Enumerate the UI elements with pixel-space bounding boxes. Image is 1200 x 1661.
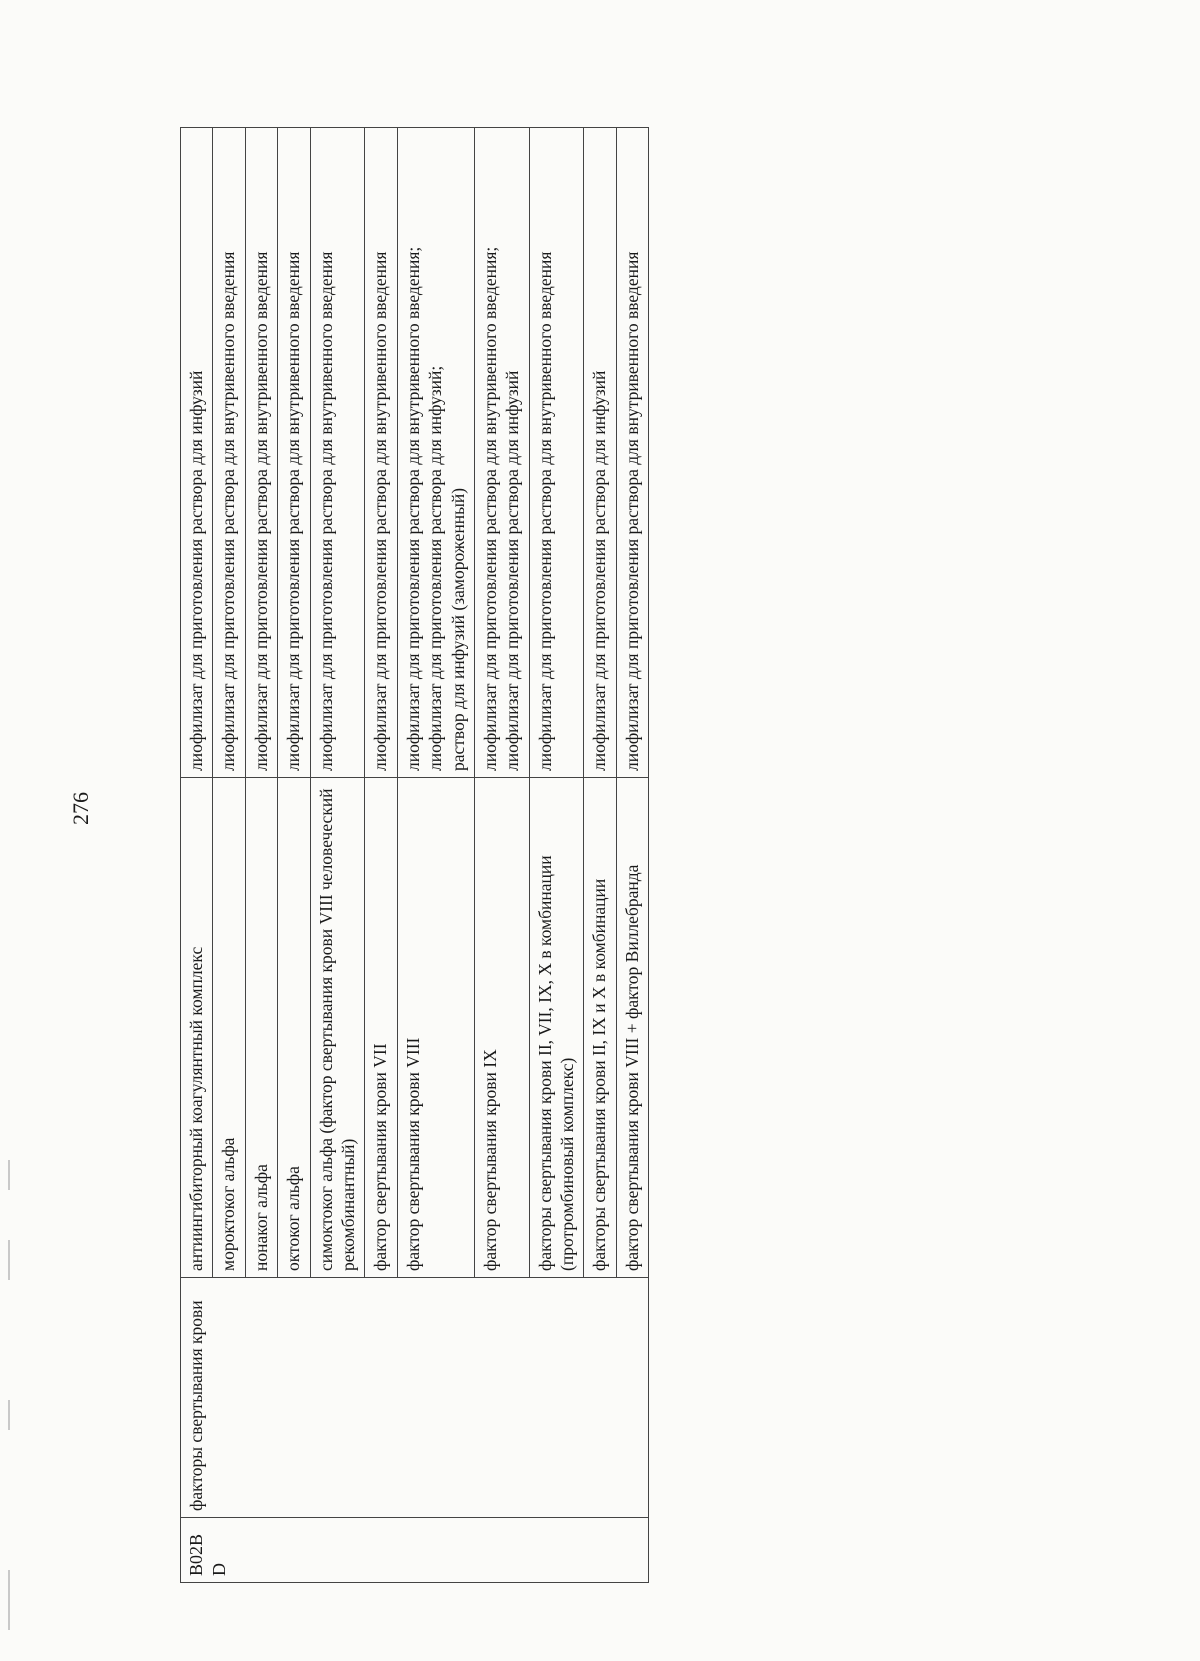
drug-name-cell: фактор свертывания крови VIII + фактор Виллебранда bbox=[616, 778, 648, 1278]
table-row bbox=[181, 128, 213, 1583]
scan-artifact bbox=[8, 1240, 10, 1280]
dosage-form-line: лиофилизат для приготовления раствора для внутривенного введения bbox=[621, 251, 642, 771]
dosage-form-cell bbox=[616, 128, 648, 778]
drug-name-cell: нонаког альфа bbox=[245, 778, 277, 1278]
dosage-form-cell bbox=[310, 128, 365, 778]
drug-name-cell: фактор свертывания крови VII bbox=[365, 778, 397, 1278]
dosage-form-line: лиофилизат для приготовления раствора для внутривенного введения; bbox=[402, 246, 423, 771]
dosage-form-cell bbox=[397, 128, 474, 778]
drug-name-cell: фактор свертывания крови IX bbox=[474, 778, 529, 1278]
dosage-form-line: лиофилизат для приготовления раствора для внутривенного введения bbox=[315, 251, 336, 771]
scan-artifact bbox=[8, 1160, 10, 1190]
dosage-form-line: лиофилизат для приготовления раствора для внутривенного введения bbox=[283, 251, 304, 771]
dosage-form-cell bbox=[365, 128, 397, 778]
table-container bbox=[180, 128, 649, 1583]
dosage-form-cell bbox=[213, 128, 245, 778]
dosage-form-cell bbox=[278, 128, 310, 778]
dosage-form-line: лиофилизат для приготовления раствора для инфузий bbox=[589, 370, 610, 771]
dosage-form-cell bbox=[245, 128, 277, 778]
dosage-form-line: лиофилизат для приготовления раствора для инфузий bbox=[186, 370, 206, 771]
drug-name-cell: мороктоког альфа bbox=[213, 778, 245, 1278]
dosage-form-cell bbox=[529, 128, 584, 778]
drug-name-cell: октоког альфа bbox=[278, 778, 310, 1278]
drug-name-cell: фактор свертывания крови VIII bbox=[397, 778, 474, 1278]
dosage-form-cell bbox=[584, 128, 616, 778]
scan-artifact bbox=[8, 1400, 10, 1430]
drug-name-cell: антиингибиторный коагулянтный комплекс bbox=[181, 778, 213, 1278]
dosage-form-cell bbox=[474, 128, 529, 778]
drug-name-cell: симоктоког альфа (фактор свертывания крови VIII человеческий рекомбинантный) bbox=[310, 778, 365, 1278]
drug-name-cell: факторы свертывания крови II, VII, IX, X в комбинации (протромбиновый комплекс) bbox=[529, 778, 584, 1278]
page-number: 276 bbox=[68, 792, 93, 825]
dosage-form-line: раствор для инфузий (замороженный) bbox=[447, 487, 468, 771]
medication-table bbox=[180, 127, 649, 1583]
dosage-form-line: лиофилизат для приготовления раствора для внутривенного введения bbox=[218, 251, 239, 771]
dosage-form-line: лиофилизат для приготовления раствора для внутривенного введения bbox=[370, 251, 391, 771]
table-body bbox=[181, 128, 649, 1583]
dosage-form-line: лиофилизат для приготовления раствора для внутривенного введения; bbox=[479, 246, 500, 771]
dosage-form-line: лиофилизат для приготовления раствора для внутривенного введения bbox=[250, 251, 271, 771]
dosage-form-cell bbox=[181, 128, 213, 778]
pharmacological-group-cell: факторы свертывания крови bbox=[181, 1278, 649, 1518]
scan-artifact bbox=[8, 1570, 10, 1630]
drug-name-cell: факторы свертывания крови II, IX и X в комбинации bbox=[584, 778, 616, 1278]
atc-code-cell: B02BD bbox=[181, 1518, 649, 1583]
dosage-form-line: лиофилизат для приготовления раствора для инфузий; bbox=[425, 365, 446, 771]
dosage-form-line: лиофилизат для приготовления раствора для внутривенного введения bbox=[534, 251, 555, 771]
dosage-form-line: лиофилизат для приготовления раствора для инфузий bbox=[502, 370, 523, 771]
